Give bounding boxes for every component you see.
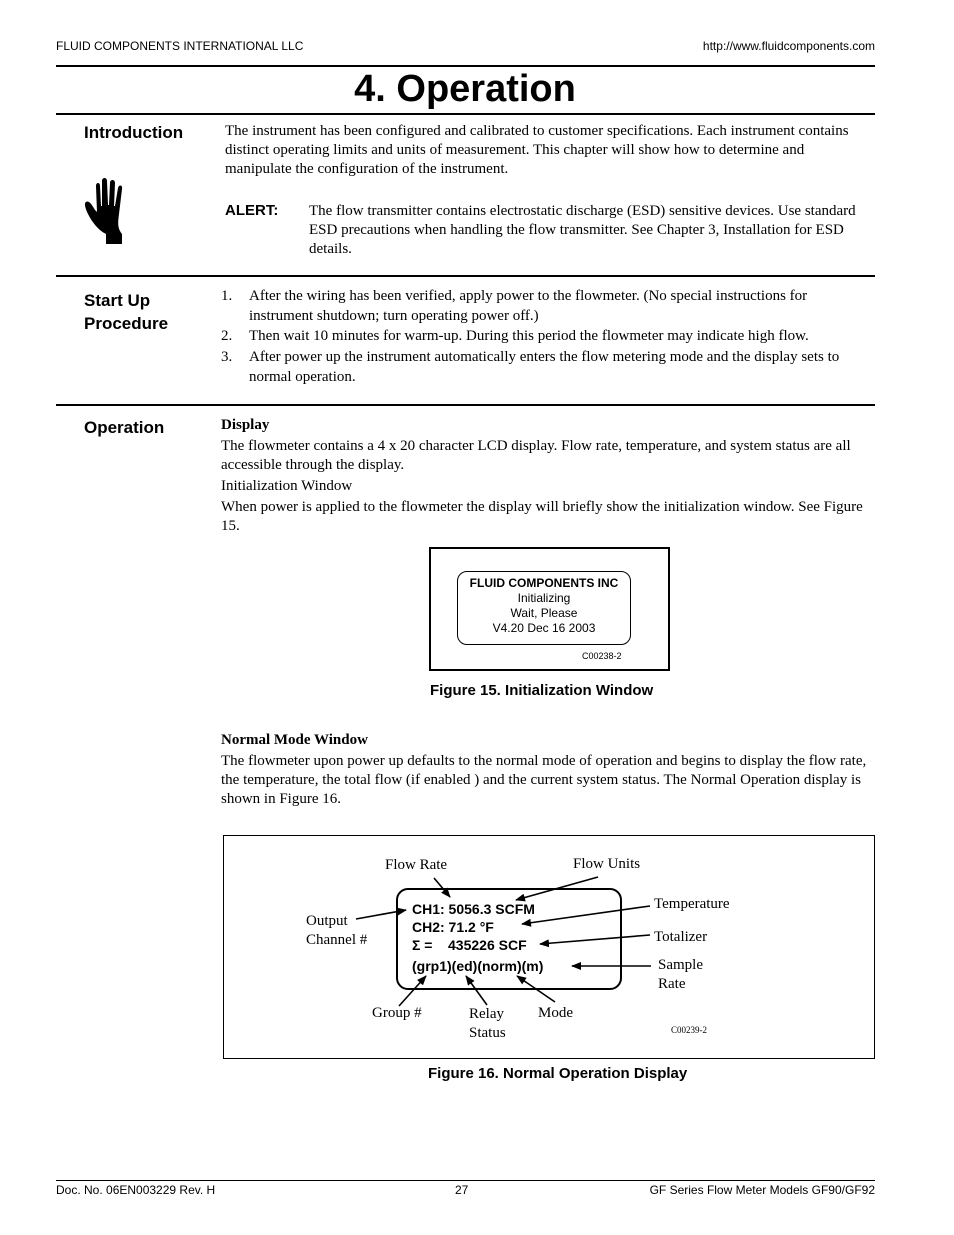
footer-page-number: 27 [455, 1183, 469, 1197]
label-temperature: Temperature [654, 896, 730, 912]
display-heading: Display [221, 417, 270, 433]
label-mode: Mode [538, 1005, 573, 1021]
label-sample-rate [658, 956, 703, 994]
label-totalizer: Totalizer [654, 929, 708, 945]
label-group: Group # [372, 1005, 422, 1021]
operation-heading: Operation [84, 418, 165, 437]
label-output-channel [306, 912, 367, 950]
label-flow-units: Flow Units [573, 856, 641, 872]
label-relay-line1: Relay [469, 1006, 504, 1022]
lcd-line: (grp1)(ed)(norm)(m) [412, 958, 544, 974]
startup-heading-line2: Procedure [84, 314, 169, 333]
list-item-number: 1. [221, 288, 233, 304]
lcd-line: Σ = 435226 SCF [412, 937, 527, 953]
label-flow-rate: Flow Rate [385, 857, 448, 873]
lcd-line: V4.20 Dec 16 2003 [492, 621, 596, 635]
label-sample-rate-line1: Sample [658, 957, 703, 973]
display-text: The flowmeter contains a 4 x 20 character LCD display. Flow rate, temperature, and system status are all accessible through the display. [221, 438, 851, 473]
introduction-heading: Introduction [84, 123, 184, 142]
list-item-number: 3. [221, 349, 233, 365]
label-output-channel-line2: Channel # [306, 932, 368, 948]
label-relay-line2: Status [469, 1025, 506, 1041]
list-item-number: 2. [221, 328, 233, 344]
lcd-line: CH2: 71.2 °F [412, 919, 494, 935]
normal-text: The flowmeter upon power up defaults to the normal mode of operation and begins to display the flow rate, the temperature, the total flow (if enabled ) and the current system status. The Normal Operation display is shown in Figure 16. [221, 753, 867, 807]
alert-text: The flow transmitter contains electrostatic discharge (ESD) sensitive devices. Use standard ESD precautions when handling the flow transmitter. See Chapter 3, Installation for ESD details. [309, 203, 856, 257]
list-item-text: After power up the instrument automatically enters the flow metering mode and the display sets to normal operation. [249, 349, 840, 385]
header-url: http://www.fluidcomponents.com [702, 39, 875, 53]
introduction-text: The instrument has been configured and calibrated to customer specifications. Each instrument contains distinct operating limits and units of measurement. This chapter will show how to determine and manipulate the configuration of the instrument. [225, 123, 849, 177]
figure15-code: C00238-2 [582, 651, 622, 661]
normal-heading: Normal Mode Window [221, 732, 368, 748]
list-item-text: After the wiring has been verified, apply power to the flowmeter. (No special instructions for instrument shutdown; turn operating power off.) [249, 288, 808, 324]
label-relay-status [469, 1005, 506, 1043]
lcd-line: FLUID COMPONENTS INC [469, 576, 619, 590]
figure15-caption: Figure 15. Initialization Window [430, 682, 654, 699]
startup-heading-line1: Start Up [84, 291, 151, 310]
lcd-line: Initializing [517, 591, 571, 605]
init-heading: Initialization Window [221, 478, 353, 494]
lcd-line: Wait, Please [510, 606, 578, 620]
footer-rule [56, 1180, 875, 1181]
label-output-channel-line1: Output [306, 913, 348, 929]
figure16-caption: Figure 16. Normal Operation Display [428, 1065, 688, 1082]
alert-label: ALERT: [225, 202, 279, 219]
normal-operation-lcd [396, 888, 622, 990]
footer-doc-no: Doc. No. 06EN003229 Rev. H [56, 1183, 216, 1197]
chapter-title: 4. Operation [354, 68, 576, 110]
list-item-text: Then wait 10 minutes for warm-up. During this period the flowmeter may indicate high flow. [249, 328, 809, 344]
header-company: FLUID COMPONENTS INTERNATIONAL LLC [56, 39, 304, 53]
label-sample-rate-line2: Rate [658, 976, 686, 992]
footer-series: GF Series Flow Meter Models GF90/GF92 [649, 1183, 875, 1197]
lcd-line: CH1: 5056.3 SCFM [412, 901, 535, 917]
figure16-code: C00239-2 [671, 1025, 707, 1035]
init-text: When power is applied to the flowmeter the display will briefly show the initialization window. See Figure 15. [221, 499, 863, 534]
